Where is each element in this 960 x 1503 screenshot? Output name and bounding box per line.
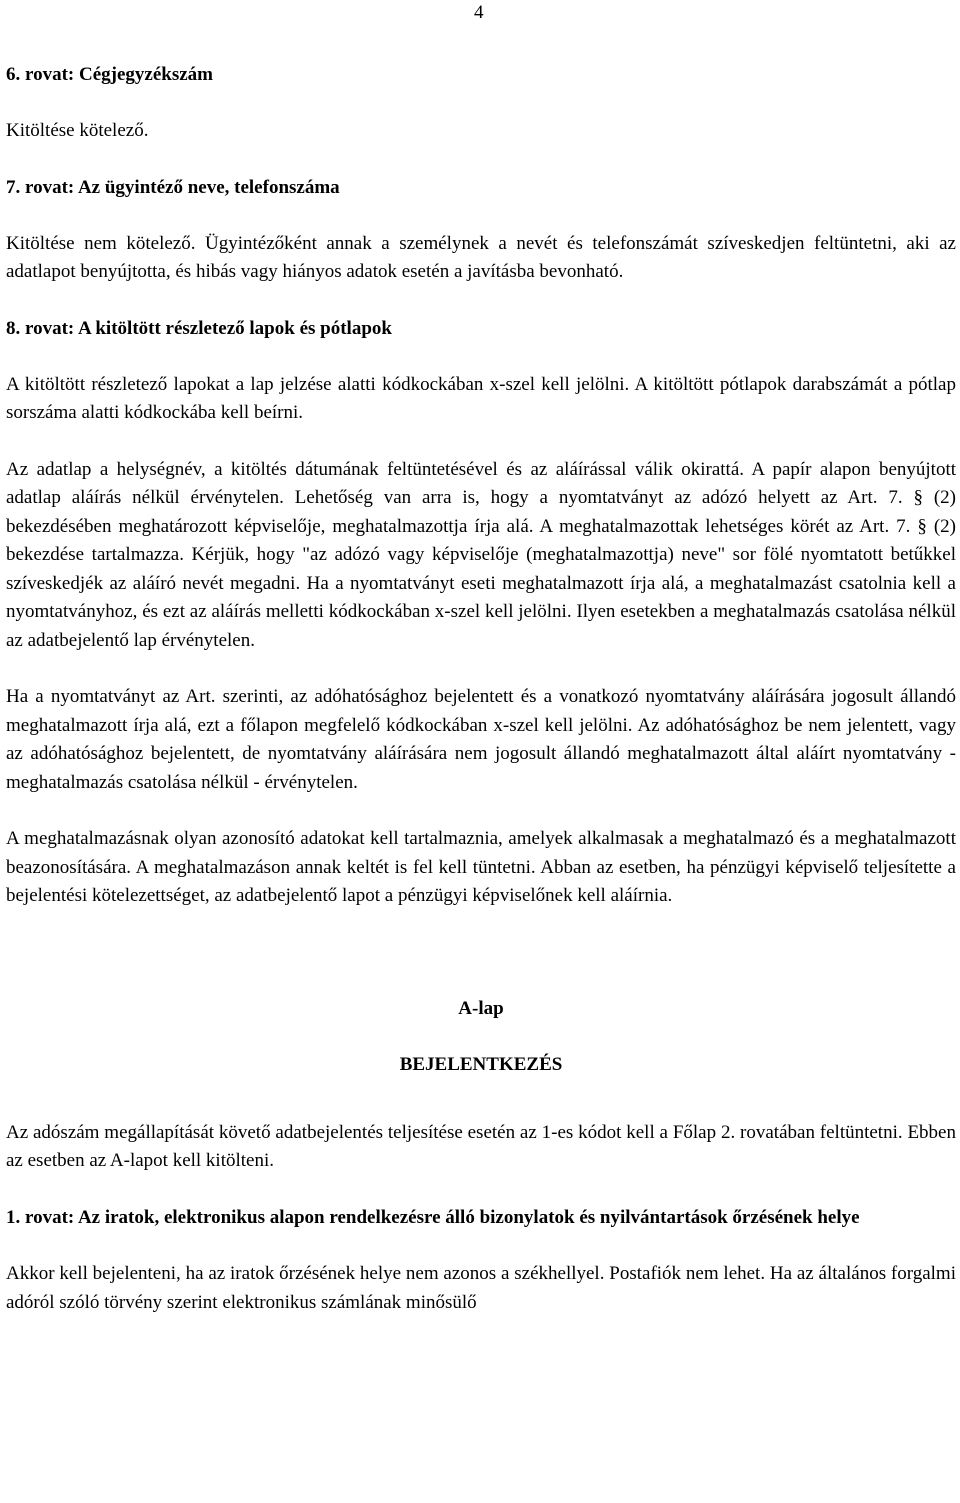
a-lap-intro: Az adószám megállapítását követő adatbejelentés teljesítése esetén az 1-es kódot kell a Főlap 2. rovatában feltüntetni. Ebben az esetben az A-lapot kell kitölteni. (6, 1121, 956, 1171)
section-6-text: Kitöltése kötelező. (6, 120, 149, 141)
section-7-text: Kitöltése nem kötelező. Ügyintézőként annak a személynek a nevét és telefonszámát szíveskedjen feltüntetni, aki az adatlapot benyújtotta, és hibás vagy hiányos adatok esetén a javításba bevonható. (6, 232, 956, 282)
section-8-paragraph-4: A meghatalmazásnak olyan azonosító adatokat kell tartalmaznia, amelyek alkalmasak a meghatalmazó és a meghatalmazott beazonosítására. A meghatalmazáson annak keltét is fel kell tüntetni. Abban az esetben, ha pénzügyi képviselő teljesítette a bejelentési kötelezettséget, az adatbejelentő lapot a pénzügyi képviselőnek kell aláírnia. (6, 828, 956, 906)
section-6-heading: 6. rovat: Cégjegyzékszám (6, 64, 213, 85)
document-body (6, 61, 956, 1317)
section-8-paragraph-2: Az adatlap a helységnév, a kitöltés dátumának feltüntetésével és az aláírással válik okirattá. A papír alapon benyújtott adatlap aláírás nélkül érvénytelen. Lehetőség van arra is, hogy a nyomtatványt az adózó helyett az Art. 7. § (2) bekezdésében meghatározott képviselője, meghatalmazottja írja alá. A meghatalmazottak lehetséges körét az Art. 7. § (2) bekezdése tartalmazza. Kérjük, hogy "az adózó vagy képviselője (meghatalmazottja) neve" sor fölé nyomtatott betűkkel szíveskedjék az aláíró nevét megadni. Ha a nyomtatványt eseti meghatalmazott írja alá, a meghatalmazást csatolnia kell a nyomtatványhoz, és ezt az aláírás melletti kódkockában x-szel kell jelölni. Ilyen esetekben a meghatalmazás csatolása nélkül az adatbejelentő lap érvénytelen. (6, 458, 956, 651)
section-8-paragraph-3: Ha a nyomtatványt az Art. szerinti, az adóhatósághoz bejelentett és a vonatkozó nyomtatvány aláírására jogosult állandó meghatalmazott írja alá, ezt a főlapon megfelelő kódkockában x-szel kell jelölni. Az adóhatósághoz be nem jelentett, vagy az adóhatósághoz bejelentett, de nyomtatvány aláírására nem jogosult állandó meghatalmazott által aláírt nyomtatvány - meghatalmazás csatolása nélkül - érvénytelen. (6, 686, 956, 793)
a-lap-section-1-text: Akkor kell bejelenteni, ha az iratok őrzésének helye nem azonos a székhellyel. Postafiók nem lehet. Ha az általános forgalmi adóról szóló törvény szerint elektronikus számlának minősülő (6, 1263, 956, 1313)
page-number: 4 (474, 2, 484, 23)
section-7-heading: 7. rovat: Az ügyintéző neve, telefonszáma (6, 176, 340, 198)
a-lap-title: A-lap (458, 997, 504, 1019)
a-lap-subtitle: BEJELENTKEZÉS (399, 1053, 563, 1075)
section-8-heading: 8. rovat: A kitöltött részletező lapok és pótlapok (6, 317, 392, 339)
section-8-paragraph-1: A kitöltött részletező lapokat a lap jelzése alatti kódkockában x-szel kell jelölni. A kitöltött pótlapok darabszámát a pótlap sorszáma alatti kódkockába kell beírni. (6, 373, 956, 423)
a-lap-section-1-heading: 1. rovat: Az iratok, elektronikus alapon rendelkezésre álló bizonylatok és nyilvántartások őrzésének helye (6, 1206, 860, 1228)
